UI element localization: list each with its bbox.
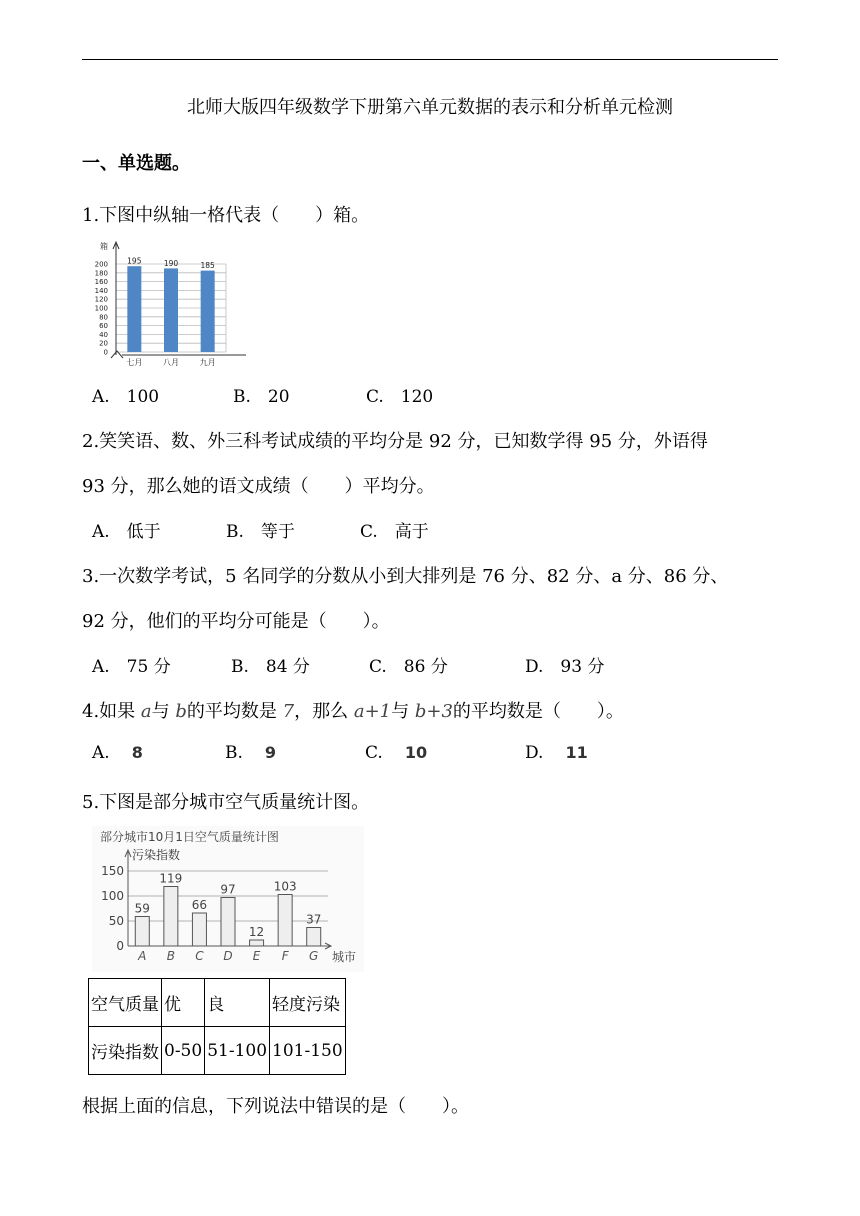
data-label: 37 [306,912,322,927]
q2-option-b[interactable]: B. 等于 [226,522,295,542]
y-tick-label: 160 [94,278,108,287]
q4-option-b-value: 9 [264,743,277,762]
question-4-stem [82,697,624,723]
y-tick-label: 0 [116,939,124,953]
data-label: 59 [134,901,150,916]
q3-option-a[interactable]: A. 75 分 [92,657,171,677]
q4-option-a-value: 8 [131,743,143,762]
q4-expr-b: b+3 [414,701,453,722]
y-tick-label: 40 [99,330,108,339]
bar [221,898,235,947]
q4-and-2: 与 [391,701,410,722]
question-1-stem: 1.下图中纵轴一格代表（ ）箱。 [82,205,370,226]
bar [164,887,178,947]
y-axis-label: 箱 [100,242,108,251]
x-tick-label: F [281,949,289,963]
table-cell: 污染指数 [89,1027,162,1075]
q3-option-b[interactable]: B. 84 分 [231,657,310,677]
question-2-stem-line2: 93 分，那么她的语文成绩（ ）平均分。 [82,476,435,497]
q4-expr-a: a+1 [353,701,392,722]
y-tick-label: 140 [94,286,108,295]
question-5-prompt: 根据上面的信息，下列说法中错误的是（ ）。 [82,1096,469,1117]
bar [250,940,264,946]
table-cell: 0-50 [162,1027,205,1075]
q2-option-a[interactable]: A. 低于 [92,522,161,542]
data-label: 190 [163,258,179,268]
header-rule [82,59,778,60]
bar [135,917,149,947]
data-label: 97 [220,882,236,897]
q3-option-c[interactable]: C. 86 分 [369,657,448,677]
data-label: 103 [273,879,297,894]
q4-option-b[interactable] [225,743,276,763]
question-5-stem: 5.下图是部分城市空气质量统计图。 [82,792,370,813]
bar [164,268,178,352]
y-tick-label: 100 [94,304,108,313]
q2-option-c[interactable]: C. 高于 [360,522,429,542]
table-cell: 轻度污染 [270,979,346,1027]
q4-option-d-letter: D. [525,743,544,763]
x-tick-label: 九月 [199,358,216,367]
bar [127,266,141,352]
data-label: 66 [191,898,208,912]
document-title: 北师大版四年级数学下册第六单元数据的表示和分析单元检测 [187,97,673,118]
q4-var-b: b [175,701,187,722]
q4-then: ，那么 [294,701,349,722]
air-quality-table [88,978,346,1075]
question-3-stem-line2: 92 分，他们的平均分可能是（ ）。 [82,611,390,632]
question-2-stem-line1: 2.笑笑语、数、外三科考试成绩的平均分是 92 分，已知数学得 95 分，外语得 [82,431,708,452]
data-label: 119 [159,871,183,886]
monthly-boxes-bar-chart [88,236,258,372]
q4-option-a[interactable] [92,743,143,763]
q4-option-b-letter: B. [225,743,243,763]
data-label: 12 [248,925,265,939]
bar [278,895,292,947]
q4-and-1: 与 [151,701,170,722]
bar [307,928,321,947]
table-row [89,1027,346,1075]
x-tick-label: 七月 [126,358,143,367]
y-tick-label: 150 [101,864,124,878]
bar [201,271,215,352]
y-tick-label: 60 [99,322,108,331]
table-cell: 空气质量 [89,979,162,1027]
y-tick-label: 180 [94,269,108,278]
q4-option-d-value: 11 [565,743,588,762]
bar [192,913,206,946]
x-tick-label: A [138,949,147,963]
x-tick-label: 八月 [163,358,179,367]
air-quality-bar-chart [92,826,364,972]
table-cell: 101-150 [270,1027,346,1075]
y-tick-label: 100 [101,889,124,903]
q3-option-d[interactable]: D. 93 分 [525,657,605,677]
q4-prefix: 4.如果 [82,701,136,722]
x-tick-label: G [309,949,319,963]
q4-suffix: 的平均数是（ ）。 [452,701,624,722]
y-tick-label: 50 [108,914,124,928]
q1-option-a[interactable]: A. 100 [92,387,160,407]
x-tick-label: B [166,949,175,963]
y-tick-label: 20 [99,339,108,348]
table-cell: 优 [162,979,205,1027]
y-axis-label: 污染指数 [132,848,181,862]
y-tick-label: 120 [94,295,108,304]
q4-option-c-letter: C. [365,743,383,763]
q4-seven: 7 [282,701,295,722]
table-cell: 51-100 [205,1027,270,1075]
chart-title: 部分城市10月1日空气质量统计图 [100,830,279,844]
x-tick-label: D [223,949,233,963]
q4-option-a-letter: A. [92,743,110,763]
table-cell: 良 [205,979,270,1027]
q1-option-b[interactable]: B. 20 [233,387,290,407]
x-tick-label: E [252,949,261,963]
q1-option-c[interactable]: C. 120 [366,387,434,407]
y-tick-label: 200 [94,260,108,269]
y-tick-label: 0 [103,348,108,357]
q4-mid: 的平均数是 [186,701,277,722]
x-axis-label: 城市 [332,950,357,964]
q4-option-c[interactable] [365,743,427,763]
q4-var-a: a [140,701,152,722]
data-label: 195 [127,256,142,266]
table-row [89,979,346,1027]
y-tick-label: 80 [99,313,108,322]
section-heading: 一、单选题。 [82,153,190,174]
data-label: 185 [200,261,215,271]
q4-option-c-value: 10 [404,743,428,762]
q4-option-d[interactable] [525,743,588,763]
x-tick-label: C [195,949,204,963]
question-3-stem-line1: 3.一次数学考试，5 名同学的分数从小到大排列是 76 分、82 分、a 分、86 分、 [82,566,729,587]
